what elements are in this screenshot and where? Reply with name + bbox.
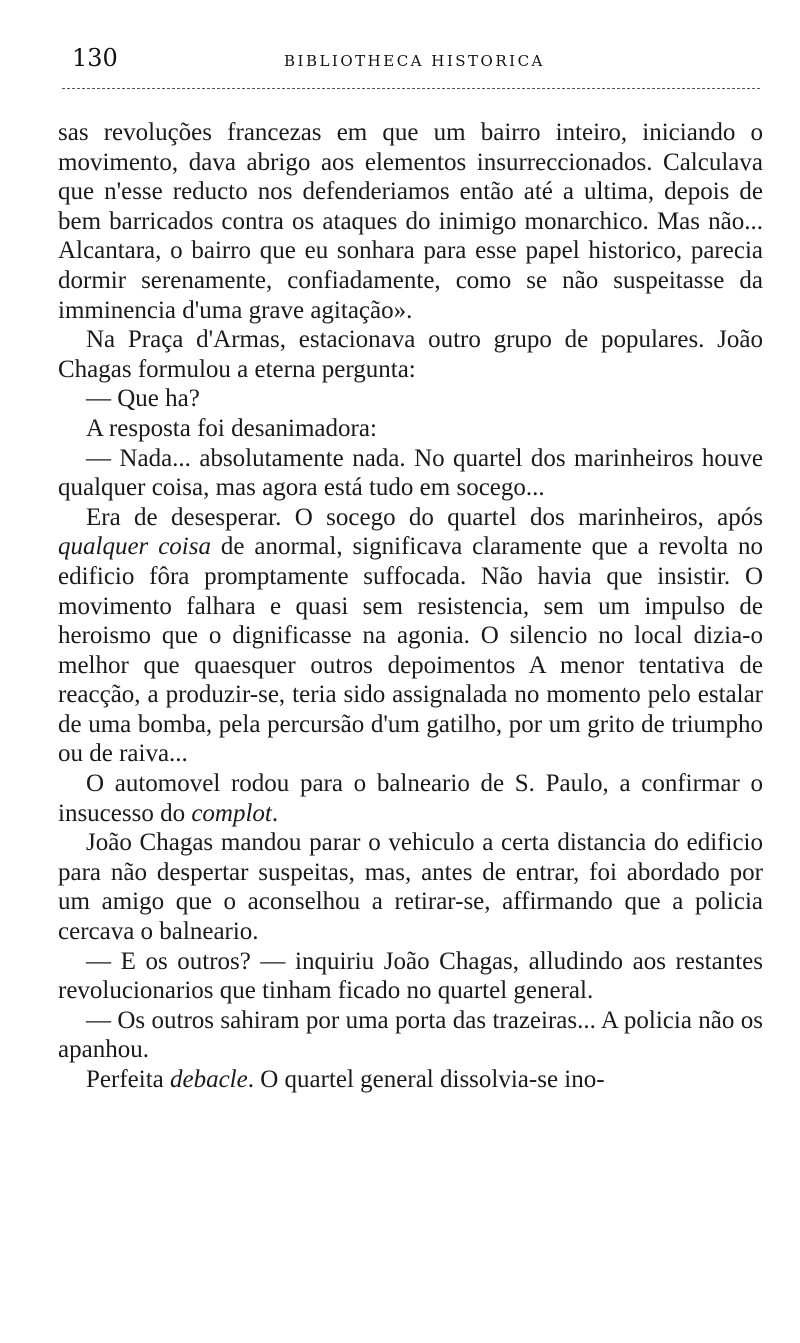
- body-text: [58, 118, 763, 1095]
- paragraph: [58, 1065, 763, 1095]
- text-run: O automovel rodou para o balneario de S. Paulo, a confirmar o insucesso do: [58, 770, 763, 827]
- text-run: Perfeita: [86, 1066, 164, 1093]
- text-run: de anormal, significava claramente que a revolta no edificio fôra promptamente suffocada. Não havia que insistir. O movimento falhara e quasi sem resistencia, sem um impulso de heroismo que o dignificasse na agonia. O silencio no local dizia-o melhor que quaesquer outros depoimentos A menor tentativa de reacção, a produzir-se, teria sido assignalada no momento pelo estalar de uma bomba, pela percursão d'um gatilho, por um grito de triumpho ou de raiva...: [58, 533, 764, 768]
- paragraph: sas revoluções francezas em que um bairro inteiro, iniciando o movimento, dava abrigo aos elementos insurreccionados. Calculava que n'esse reducto nos defenderiamos então até a ultima, depois de bem barricados contra os ataques do inimigo monarchico. Mas não... Alcantara, o bairro que eu sonhara para esse papel historico, parecia dormir serenamente, confiadamente, como se não suspeitasse da imminencia d'uma grave agitação».: [58, 119, 763, 324]
- page-number: 130: [72, 44, 118, 72]
- paragraph: [58, 769, 763, 828]
- dialogue-line: — Os outros sahiram por uma porta das trazeiras... A policia não os apanhou.: [58, 1006, 763, 1064]
- dialogue-line: — Nada... absolutamente nada. No quartel dos marinheiros houve qualquer coisa, mas agora está tudo em socego...: [58, 444, 763, 502]
- paragraph: A resposta foi desanimadora:: [86, 414, 377, 442]
- italic-phrase: qualquer coisa: [58, 533, 211, 561]
- paragraph: Na Praça d'Armas, estacionava outro grupo de populares. João Chagas formulou a eterna pergunta:: [58, 326, 763, 383]
- italic-phrase: complot: [191, 799, 272, 827]
- text-run: .: [271, 799, 279, 827]
- page-header: [62, 44, 760, 94]
- dialogue-line: — E os outros? — inquiriu João Chagas, alludindo aos restantes revolucionarios que tinham ficado no quartel general.: [58, 947, 763, 1005]
- paragraph: [58, 503, 763, 769]
- italic-phrase: debacle: [169, 1066, 248, 1093]
- text-run: . O quartel general dissolvia-se ino-: [247, 1066, 605, 1093]
- paragraph: João Chagas mandou parar o vehiculo a certa distancia do edificio para não despertar suspeitas, mas, antes de entrar, foi abordado por um amigo que o aconselhou a retirar-se, affirmando que a policia cercava o balneario.: [58, 829, 763, 946]
- running-title: BIBLIOTHECA HISTORICA: [284, 52, 545, 70]
- header-rule: [62, 88, 760, 89]
- text-run: Era de desesperar. O socego do quartel dos marinheiros, após: [86, 503, 763, 531]
- dialogue-line: — Que ha?: [86, 385, 200, 413]
